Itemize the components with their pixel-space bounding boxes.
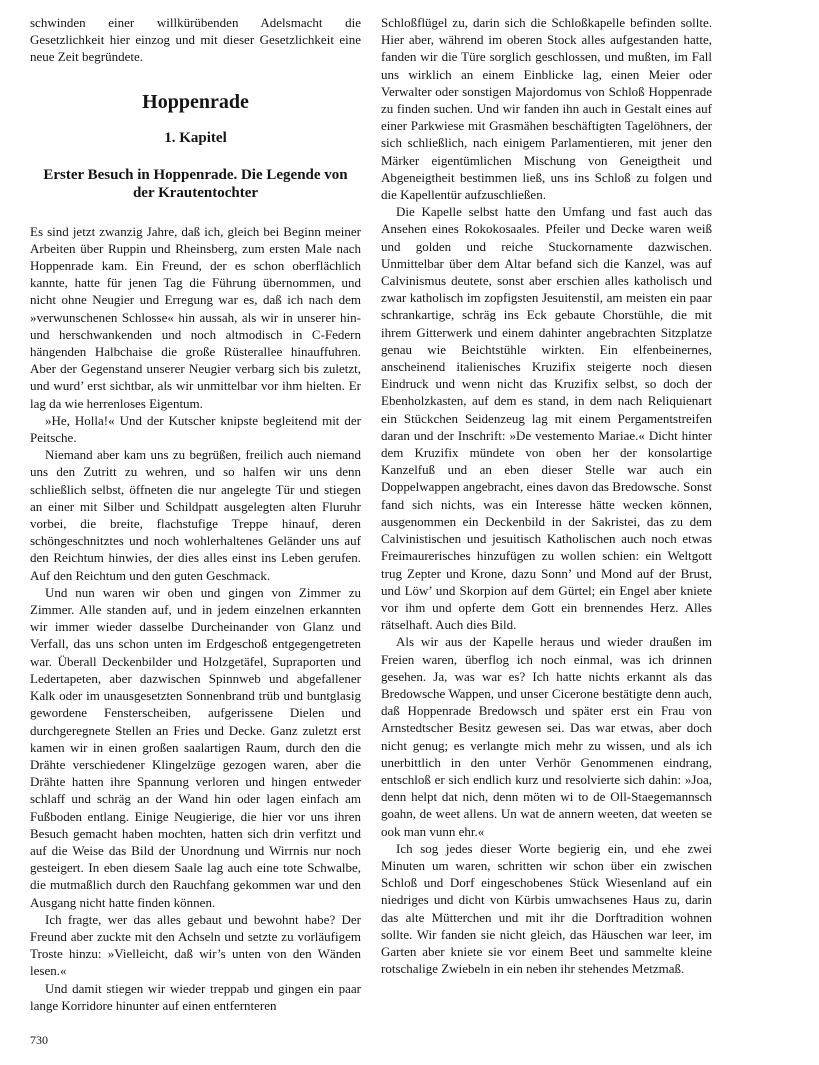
- chapter-number: 1. Kapitel: [164, 129, 227, 146]
- paragraph: Die Kapelle selbst hatte den Umfang und fast auch das Ansehen eines Rokokosaales. Pfeiler und Decke waren weiß und golden und reiche Stuckornamente dazwischen. Unmittelbar über dem Altar befand sich die Kanzel, was auf Calvinismus deutete, sonst aber erschien alles katholisch und zwar katholisch im zopfigsten Jesuitenstil, am meisten ein paar schrankartige, schräg ins Eck gebaute Chorstühle, die mit ihrem Gitterwerk und einem dahinter angebrachten Sitzplatze genau wie Beichtstühle wirkten. Ein elfenbeinernes, anscheinend italienisches Kruzifix steigerte noch diesen Eindruck und wenn nicht das Kruzifix selbst, so doch der Ebenholzkasten, auf dem es stand, in dem nach Reliquienart ein Stückchen Seidenzeug lag mit einem Pergamentstreifen daran und der Inschrift: »De vestemento Mariae.« Dicht hinter dem Kruzifix mündete von oben her der konsolartige Kanzelfuß und an eben dieser Stelle war auch ein Doppelwappen angebracht, eines davon das Bredowsche. Sonst fand sich nichts, was ein Interesse hätte wecken können, ausgenommen ein Deckenbild in der Sakristei, das zu dem Calvinistischen und jesuitisch Katholischen auch noch etwas Freimaurerisches hinzufügen zu wollen schien: ein Weltgott trug Zepter und Krone, dazu Sonn’ und Mond auf der Brust, und Löw’ und Skorpion auf dem Gürtel; ein Engel aber kniete vor ihm und opferte dem Gott ein brennendes Herz. Alles rätselhaft. Auch dies Bild.: [381, 204, 712, 633]
- left-column: [30, 14, 361, 1014]
- paragraph: »He, Holla!« Und der Kutscher knipste begleitend mit der Peitsche.: [30, 412, 361, 446]
- paragraph: Und damit stiegen wir wieder treppab und gingen ein paar lange Korridore hinunter auf einen entfernteren: [30, 980, 361, 1013]
- paragraph-continuation: Schloßflügel zu, darin sich die Schloßkapelle befinden sollte. Hier aber, während im oberen Stock alles aufgestanden hatte, fanden wir die Türe sorglich geschlossen, und mußten, im Fall uns wirklich an einem Einblicke lag, einen Meier oder Verwalter oder sonstigen Majordomus von Schloß Hoppenrade zu finden suchen. Und wir fanden ihn auch in Gestalt eines auf einer Parkwiese mit Grasmähen beschäftigten Tagelöhners, der sich schließlich, nach einigem Parlamentieren, mit jener den Märker eigentümlichen Mischung von Geneigtheit und Abgeneigtheit bestimmen ließ, uns ins Schloß zu folgen und die Kapellentür aufzuschließen.: [381, 15, 712, 203]
- paragraph: Als wir aus der Kapelle heraus und wieder draußen im Freien waren, überflog ich noch einmal, was ich drinnen gesehen. Ja, was war es? Ich hatte nichts erkannt als das Bredowsche Wappen, und unser Cicerone bestätigte denn auch, daß Hoppenrade Bredowsch und später erst ein Frau von Arnstedtscher Besitz gewesen sei. Das war etwas, aber doch nicht genug; es verlangte mich mehr zu wissen, und als ich unerbittlich in den unter Verhör Genommenen eindrang, entschloß er sich endlich kurz und resolvierte sich dahin: »Joa, denn helpt dat nich, denn möten wi to de Oll-Staegemannsch goahn, de weet allens. Un wat de annern weeten, dat weeten se ook man vunn ehr.«: [381, 634, 712, 839]
- paragraph: Ich fragte, wer das alles gebaut und bewohnt habe? Der Freund aber zuckte mit den Achseln und setzte zu vorläufigem Troste hinzu: »Vielleicht, daß wir’s unten von den Wänden lesen.«: [30, 911, 361, 979]
- paragraph: Ich sog jedes dieser Worte begierig ein, und ehe zwei Minuten um waren, schritten wir schon über ein zwischen Schloß und Dorf eingeschobenes Stück Wiesenland auf ein niedriges und dicht von Kürbis umwachsenes Haus zu, darin das alte Mütterchen und mit ihr die Dorftradition wohnen sollte. Wir fanden sie nicht gleich, das Häuschen war leer, im Garten aber kniete sie vor einem Beet und sammelte kleine rotschalige Zwiebeln in ein neben ihr stehendes Metzmaß.: [381, 840, 712, 977]
- right-column: [381, 14, 712, 977]
- paragraph: Und nun waren wir oben und gingen von Zimmer zu Zimmer. Alle standen auf, und in jedem einzelnen erkannten wir immer wieder dasselbe Durcheinander von Glanz und Verfall, das uns schon unten im Erdgeschoß entgegengetreten war. Überall Deckenbilder und Holzgetäfel, Supraporten und Ledertapeten, aber dazwischen Spinnweb und abgefallener Kalk oder im unausgesetzten Sonnenbrand trüb und buntglasig gewordene Fensterscheiben, aufgerissene Dielen und durchgeregnete Stellen an Fries und Decke. Ganz zuletzt erst kamen wir in einen großen saalartigen Raum, durch den die Drähte verschiedener Klingelzüge gezogen waren, aber die Drähte hatten ihre Spannung verloren und hingen entweder schlaff und schräg an der Wand hin oder lagen einfach am Fußboden entlang. Einige Neugierige, die hier vor uns ihren Besuch gemacht haben mochten, hatten sich drin verfitzt und auf die Weise das Bild der Unordnung und Wirrnis nur noch gesteigert. In eben diesem Saale lag auch eine tote Schwalbe, die mutmaßlich durch den Rauchfang gekommen war und den Ausgang nicht hatte finden können.: [30, 584, 361, 910]
- paragraph: Niemand aber kam uns zu begrüßen, freilich auch niemand uns den Zutritt zu wehren, und so halfen wir uns denn schließlich selbst, öffneten die nur angelegte Tür und stiegen an einer mit Silber und Schildpatt ausgelegten alten Fluruhr vorbei, die breite, flachstufige Treppe hinauf, deren schöngeschnitztes und noch wohlerhaltenes Geländer uns auf den Reichtum hinwies, der dies alles einst ins Leben gerufen. Auf den Reichtum und den guten Geschmack.: [30, 447, 361, 583]
- section-title: Erster Besuch in Hoppenrade. Die Legende von der Krautentochter: [43, 166, 348, 201]
- page-number: 730: [30, 1033, 48, 1047]
- paragraph-continuation: schwinden einer willkürübenden Adelsmacht die Gesetzlichkeit hier einzog und mit dieser Gesetzlichkeit eine neue Zeit begründete.: [30, 15, 361, 65]
- paragraph: Es sind jetzt zwanzig Jahre, daß ich, gleich bei Beginn meiner Arbeiten über Ruppin und Rheinsberg, zum ersten Male nach Hoppenrade kam. Ein Freund, der es schon oberflächlich kannte, hatte für jenen Tag die Führung übernommen, und nicht ohne Neugier und Erregung war es, daß ich nach dem »verwunschenen Schlosse« hin aussah, als wir in unserer hin- und herschwankenden und noch altmodisch in C-Federn hängenden Halbchaise die große Rüsterallee hinauffuhren. Aber der Gegenstand unserer Neugier verbarg sich bis zuletzt, und wurd’ erst sichtbar, als wir unmittelbar vor ihm hielten. Er lag da wie herrenloses Eigentum.: [30, 223, 361, 411]
- chapter-title: Hoppenrade: [142, 90, 249, 113]
